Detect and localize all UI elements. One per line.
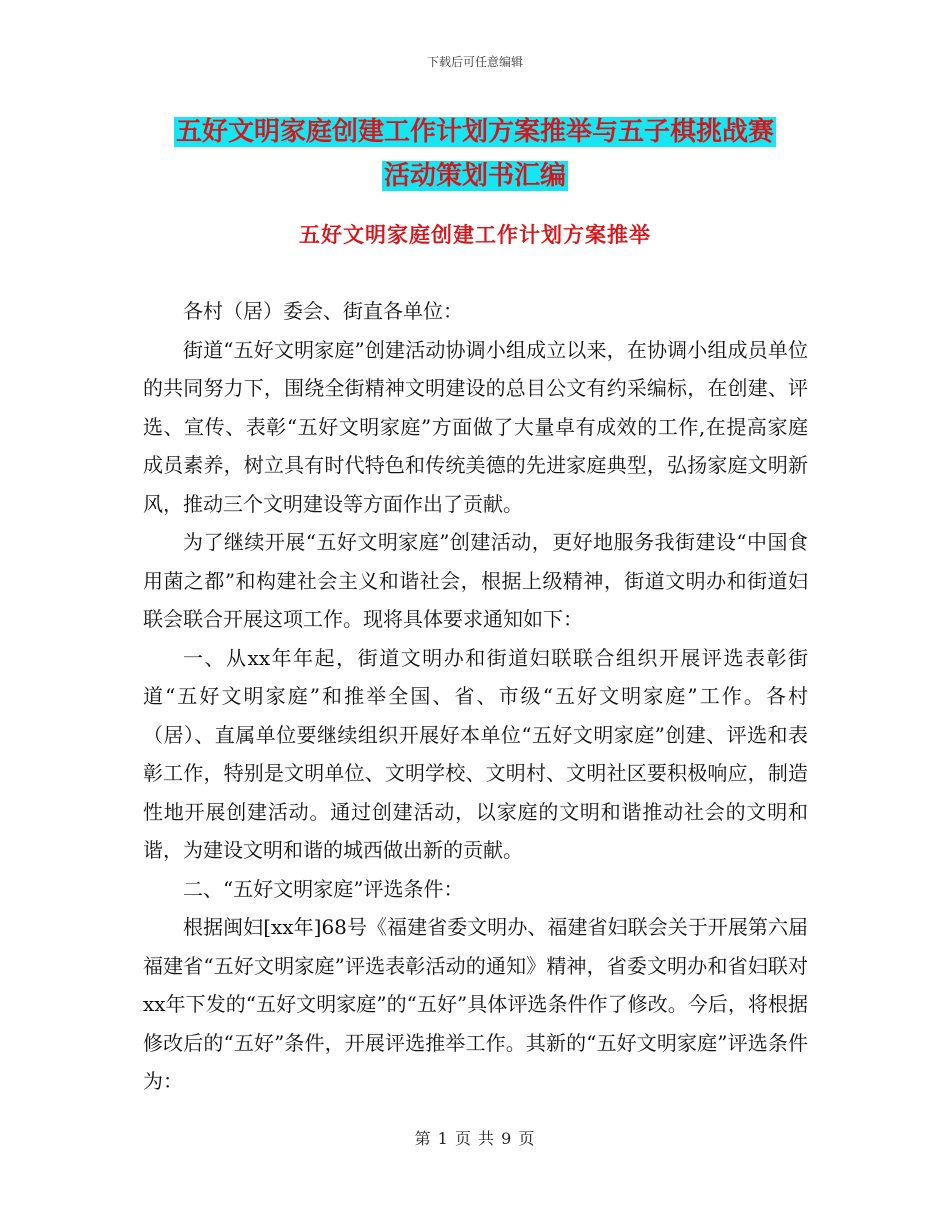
document-title-line-1: 五好文明家庭创建工作计划方案推举与五子棋挑战赛: [175, 117, 774, 147]
paragraph-intro: 街道“五好文明家庭”创建活动协调小组成立以来，在协调小组成员单位的共同努力下，围绕全街精神文明建设的总目公文有约采编标，在创建、评选、宣传、表彰“五好文明家庭”方面做了大量卓有成效的工作,在提高家庭成员素养，树立具有时代特色和传统美德的先进家庭典型，弘扬家庭文明新风，推动三个文明建设等方面作出了贡献。: [143, 337, 808, 516]
document-title: [0, 110, 950, 198]
paragraph-salutation: 各村（居）委会、街直各单位：: [183, 299, 463, 323]
paragraph-purpose: 为了继续开展“五好文明家庭”创建活动，更好地服务我街建设“中国食用菌之都”和构建社会主义和谐社会，根据上级精神，街道文明办和街道妇联会联合开展这项工作。现将具体要求通知如下：: [143, 530, 808, 631]
paragraph-item-two-heading: 二、“五好文明家庭”评选条件：: [183, 876, 464, 901]
paragraph-criteria: 根据闽妇[xx年]68号《福建省委文明办、福建省妇联会关于开展第六届福建省“五好文明家庭”评选表彰活动的通知》精神，省委文明办和省妇联对xx年下发的“五好文明家庭”的“五好”具体评选条件作了修改。今后，将根据修改后的“五好”条件，开展评选推举工作。其新的“五好文明家庭”评选条件为：: [143, 915, 808, 1093]
section-title: 五好文明家庭创建工作计划方案推举: [299, 222, 651, 247]
paragraph-item-one: 一、从xx年年起，街道文明办和街道妇联联合组织开展评选表彰街道“五好文明家庭”和推举全国、省、市级“五好文明家庭”工作。各村（居）、直属单位要继续组织开展好本单位“五好文明家庭”创建、评选和表彰工作，特别是文明单位、文明学校、文明村、文明社区要积极响应，制造性地开展创建活动。通过创建活动，以家庭的文明和谐推动社会的文明和谐，为建设文明和谐的城西做出新的贡献。: [143, 645, 808, 862]
page-number-footer: 第 1 页 共 9 页: [414, 1129, 536, 1148]
page-header-note: 下载后可任意编辑: [426, 55, 523, 69]
document-body: [143, 292, 808, 1101]
document-title-line-2: 活动策划书汇编: [383, 161, 566, 191]
